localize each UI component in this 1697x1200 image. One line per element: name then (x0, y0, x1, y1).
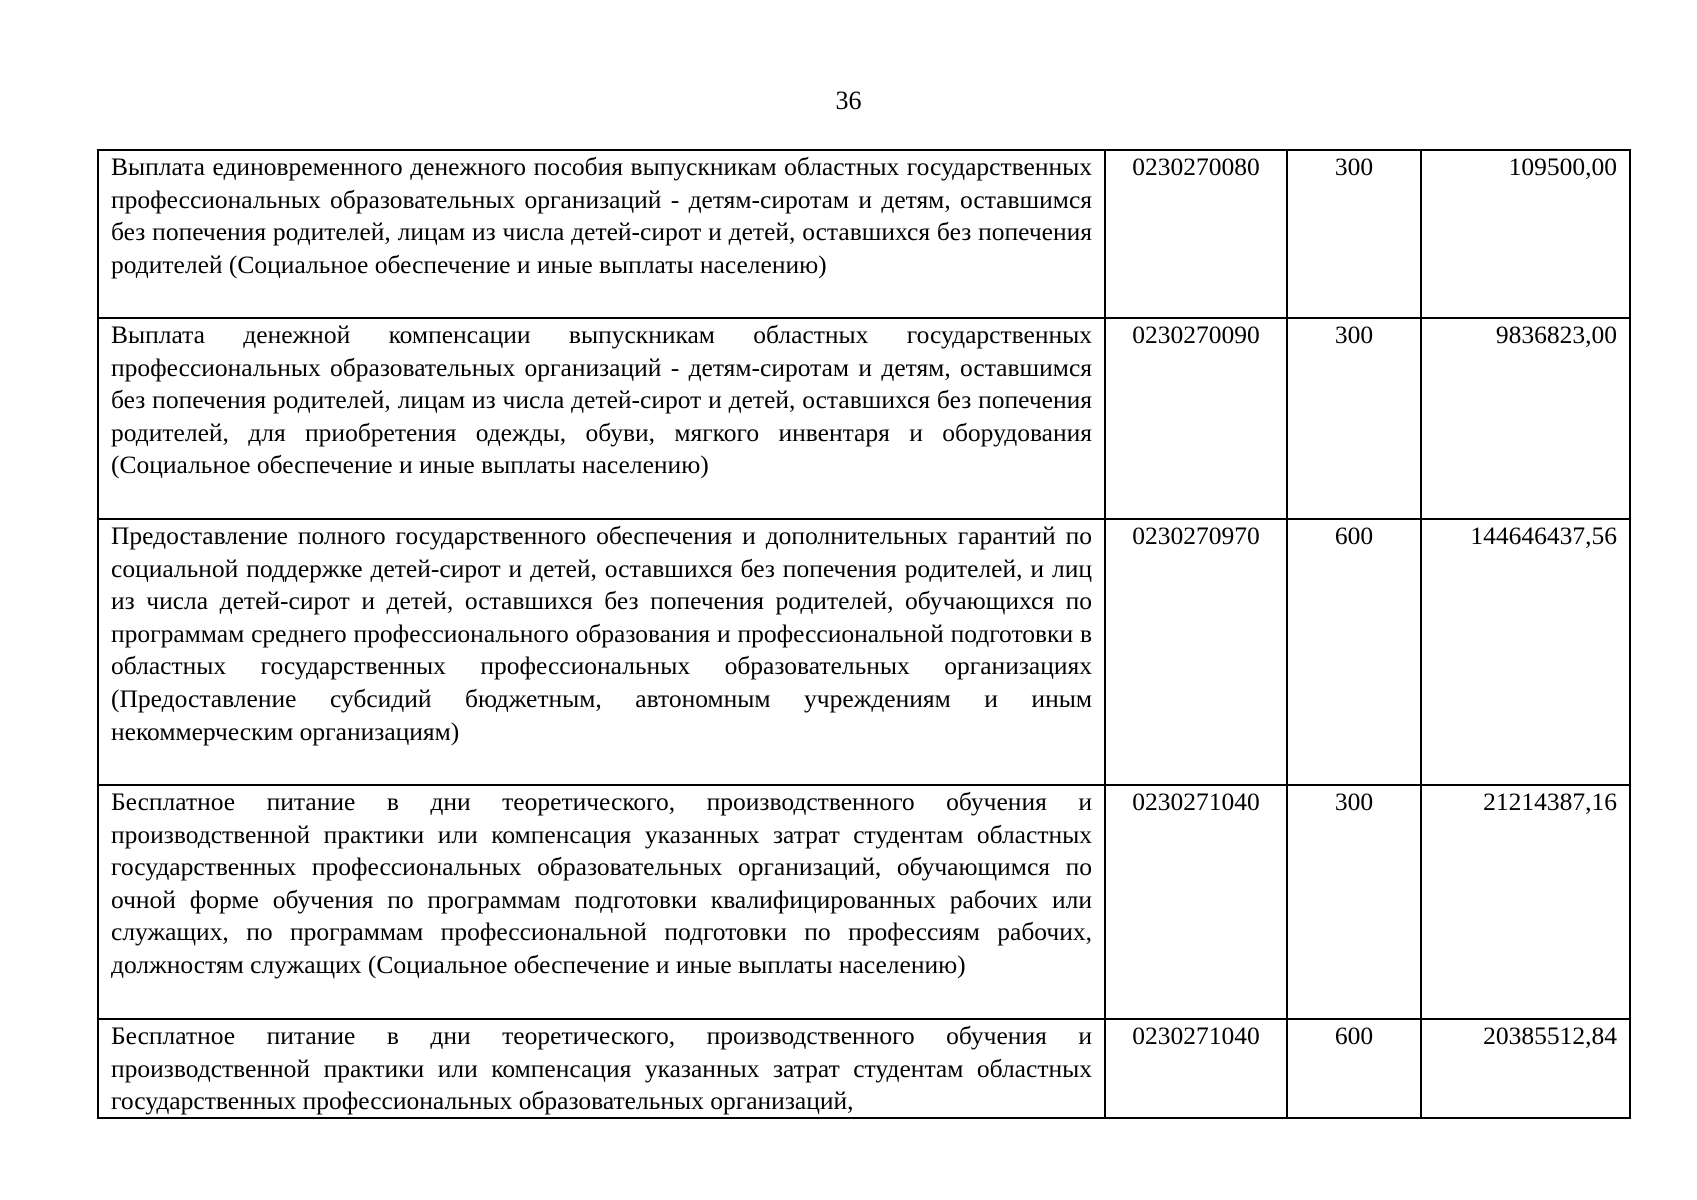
row-amount: 20385512,84 (1421, 1019, 1630, 1118)
table-row (98, 150, 1630, 318)
row-expense-type: 300 (1287, 150, 1421, 318)
row-code: 0230270970 (1105, 519, 1287, 785)
row-description: Выплата денежной компенсации выпускникам областных государственных профессиональных образовательных организаций - детям-сиротам и детям, оставшимся без попечения родителей, лицам из числа детей-сирот и детей, оставшихся без попечения родителей, для приобретения одежды, обуви, мягкого инвентаря и оборудования (Социальное обеспечение и иные выплаты населению) (98, 318, 1105, 519)
row-description: Предоставление полного государственного обеспечения и дополнительных гарантий по социальной поддержке детей-сирот и детей, оставшихся без попечения родителей, и лиц из числа детей-сирот и детей, оставшихся без попечения родителей, обучающихся по программам среднего профессионального образования и профессиональной подготовки в областных государственных профессиональных образовательных организациях (Предоставление субсидий бюджетным, автономным учреждениям и иным некоммерческим организациям) (98, 519, 1105, 785)
row-description-text: Бесплатное питание в дни теоретического, производственного обучения и производственной практики или компенсация указанных затрат студентам областных государственных профессиональных образовательных организаций, (111, 1021, 1092, 1116)
row-code: 0230270090 (1105, 318, 1287, 519)
row-description: Выплата единовременного денежного пособия выпускникам областных государственных профессиональных образовательных организаций - детям-сиротам и детям, оставшимся без попечения родителей, лицам из числа детей-сирот и детей, оставшихся без попечения родителей (Социальное обеспечение и иные выплаты населению) (98, 150, 1105, 318)
table-row (98, 1019, 1630, 1118)
table-row (98, 318, 1630, 519)
row-amount: 109500,00 (1421, 150, 1630, 318)
row-code: 0230271040 (1105, 785, 1287, 1019)
table-row (98, 785, 1630, 1019)
row-expense-type: 300 (1287, 318, 1421, 519)
row-expense-type: 600 (1287, 1019, 1421, 1118)
row-description: Бесплатное питание в дни теоретического, производственного обучения и производственной практики или компенсация указанных затрат студентам областных государственных профессиональных образовательных организаций, обучающимся по очной форме обучения по программам подготовки квалифицированных рабочих или служащих, по программам профессиональной подготовки по профессиям рабочих, должностям служащих (Социальное обеспечение и иные выплаты населению) (98, 785, 1105, 1019)
row-amount: 21214387,16 (1421, 785, 1630, 1019)
page-number: 36 (835, 86, 862, 115)
row-amount: 9836823,00 (1421, 318, 1630, 519)
row-expense-type: 300 (1287, 785, 1421, 1019)
row-description (98, 1019, 1105, 1118)
budget-table (97, 149, 1631, 1119)
row-code: 0230271040 (1105, 1019, 1287, 1118)
row-expense-type: 600 (1287, 519, 1421, 785)
row-amount: 144646437,56 (1421, 519, 1630, 785)
row-code: 0230270080 (1105, 150, 1287, 318)
table-row (98, 519, 1630, 785)
